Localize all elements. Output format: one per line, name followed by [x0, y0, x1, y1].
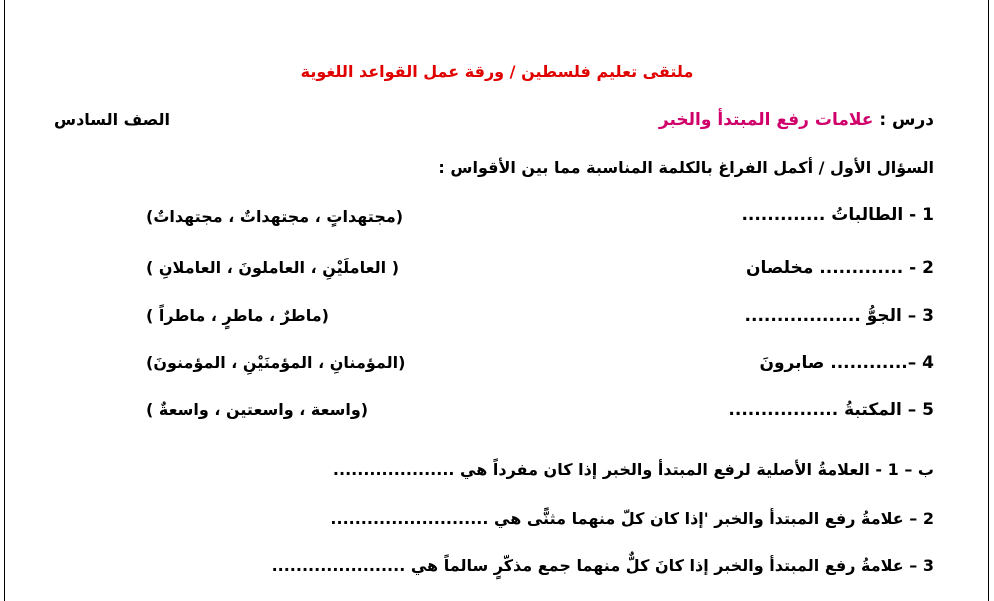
part-b-line-1: ب – 1 - العلامةُ الأصلية لرفع المبتدأ والخبر إذا كان مفرداً هي .................... [332, 460, 934, 479]
lesson-heading [659, 110, 934, 130]
part-b-line-3: 3 – علامةُ رفع المبتدأ والخبر إذا كانَ كلٌّ منهما جمع مذكّرٍ سالماً هي ...................... [271, 556, 934, 575]
item-1-sentence: 1 - الطالباتُ ............. [741, 205, 934, 225]
page-border-right [988, 0, 989, 601]
worksheet-title: ملتقى تعليم فلسطين / ورقة عمل القواعد اللغوية [300, 62, 694, 81]
item-2-sentence: 2 - ............. مخلصان [746, 258, 934, 278]
item-1-choices: (مجتهداتٍ ، مجتهداتٌ ، مجتهداتٌ) [146, 207, 404, 226]
item-2-choices: ( العاملَيْنِ ، العاملونَ ، العاملانِ ) [146, 258, 399, 277]
lesson-name: علامات رفع المبتدأ والخبر [658, 110, 874, 130]
lesson-label: درس : [879, 110, 934, 130]
item-4-choices: (المؤمنانِ ، المؤمنَيْنِ ، المؤمنونَ) [146, 353, 406, 372]
grade-label: الصف السادس [54, 110, 170, 129]
item-5-sentence: 5 – المكتبةُ ................. [728, 400, 934, 420]
question-1-instruction: السؤال الأول / أكمل الفراغ بالكلمة المناسبة مما بين الأقواس : [438, 158, 934, 177]
item-3-sentence: 3 – الجوُّ .................. [744, 306, 934, 326]
page-border-left [4, 0, 5, 601]
item-5-choices: (واسعة ، واسعتين ، واسعةٌ ) [146, 400, 369, 419]
item-3-choices: (ماطرٌ ، ماطرٍ ، ماطراً ) [146, 306, 329, 325]
part-b-line-2: 2 – علامةُ رفع المبتدأ والخبر 'إذا كان كلّ منهما مثنًّى هي .......................... [330, 509, 934, 528]
item-4-sentence: 4 –............ صابرونَ [759, 353, 934, 373]
